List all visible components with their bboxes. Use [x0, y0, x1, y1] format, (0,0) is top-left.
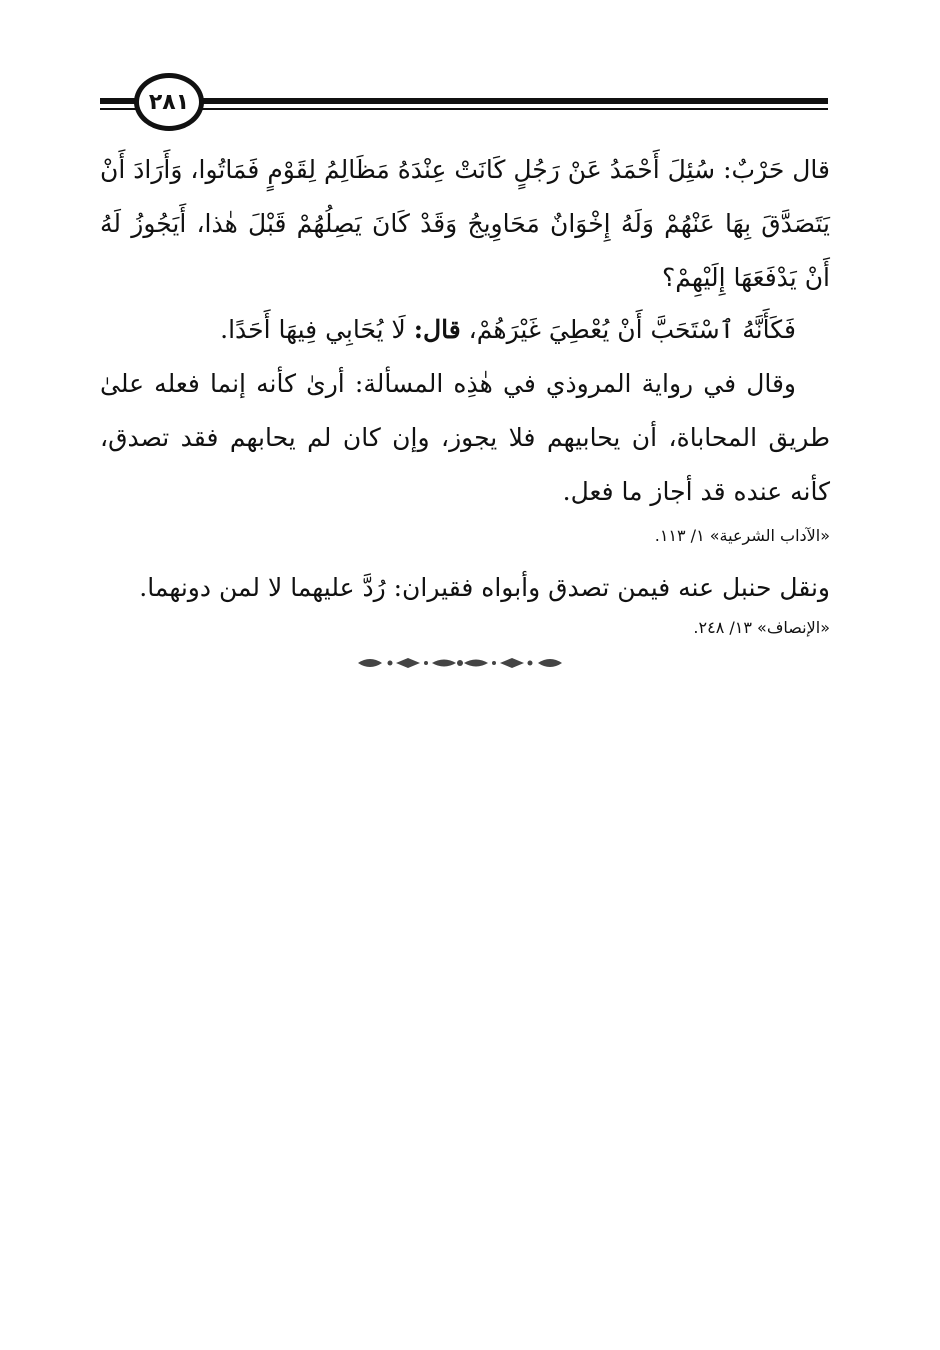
paragraph-harb-question: قال حَرْبٌ: سُئِلَ أَحْمَدُ عَنْ رَجُلٍ كَانَتْ عِنْدَهُ مَظَالِمُ لِقَوْمٍ فَمَاتُوا، وَأَرَادَ أَنْ يَتَصَدَّقَ بِهَا عَنْهُمْ وَلَهُ إِخْوَانٌ مَحَاوِيجُ وَقَدْ كَانَ يَصِلُهُمْ قَبْلَ هٰذا، أَيَجُوزُ لَهُ أَنْ يَدْفَعَهَا إِلَيْهِمْ؟: [100, 155, 830, 292]
source-citation-insaf: «الإنصاف» ١٣/ ٢٤٨.: [693, 618, 830, 637]
answer-lead-text: فَكَأَنَّهُ ٱسْتَحَبَّ أَنْ يُعْطِيَ غَيْرَهُمْ،: [468, 315, 796, 344]
paragraph-marwazi-narration: وقال في رواية المروذي في هٰذِه المسألة: أرىٰ كأنه إنما فعله علىٰ طريق المحاباة، أن يحابيهم فلا يجوز، وإن كان لم يحابهم فقد تصدق، كأنه عنده قد أجاز ما فعل.: [100, 369, 830, 506]
source-citation-adab: «الآداب الشرعية» ١/ ١١٣.: [654, 526, 830, 545]
divider-ornament-svg: [354, 652, 566, 674]
paragraph-ahmad-answer: [100, 303, 830, 357]
decorative-divider-icon: [354, 652, 566, 674]
header-rule-thin: [100, 108, 828, 110]
header-rule-thick: [100, 98, 828, 104]
page-number-badge: [134, 73, 204, 131]
page-body: [100, 143, 830, 653]
paragraph-hanbal-narration: ونقل حنبل عنه فيمن تصدق وأبواه فقيران: رُدَّ عليهما لا لمن دونهما.: [139, 573, 830, 602]
answer-text: لَا يُحَابِي فِيهَا أَحَدًا.: [220, 315, 406, 344]
page-header: [100, 68, 828, 138]
page-number: ٢٨١: [148, 89, 190, 115]
answer-label: قال:: [413, 315, 461, 344]
